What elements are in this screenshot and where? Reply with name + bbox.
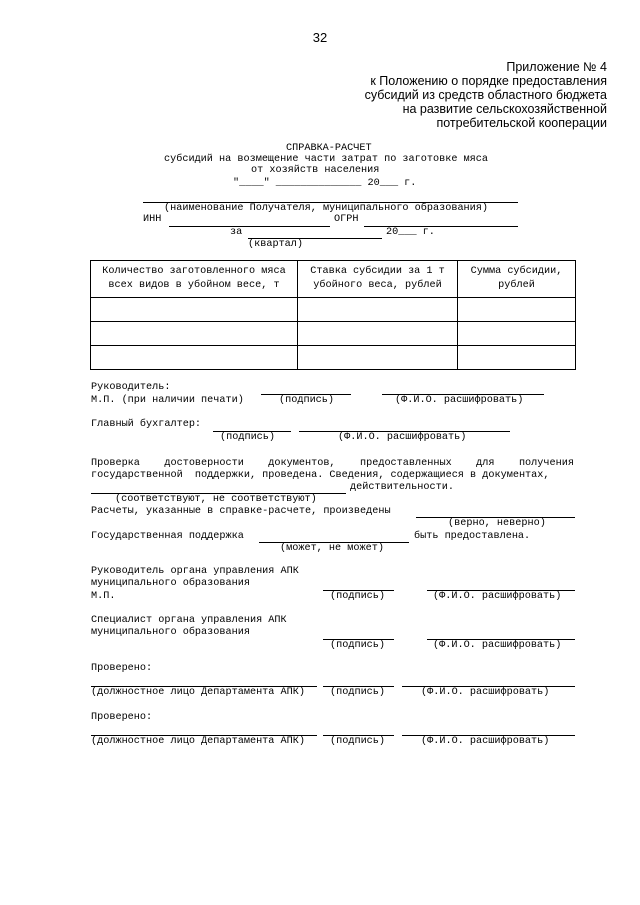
correct-caption: (верно, неверно) <box>448 518 546 529</box>
table-cell[interactable] <box>298 346 458 370</box>
document-subtitle-line-2: от хозяйств населения <box>251 165 380 176</box>
checked-fio-caption-2: (Ф.И.О. расшифровать) <box>421 736 550 747</box>
checked-label-2: Проверено: <box>91 712 153 723</box>
table-header-quantity-text: Количество заготовленного мяса всех видов в убойном весе, т <box>102 266 286 291</box>
head-fio-caption: (Ф.И.О. расшифровать) <box>395 395 524 406</box>
date-line: "____" ______________ 20___ г. <box>233 178 417 189</box>
appendix-line-5: потребительской кооперации <box>436 116 607 130</box>
table-cell[interactable] <box>458 346 576 370</box>
checked-label-1: Проверено: <box>91 663 153 674</box>
apk-head-line-1: Руководитель органа управления АПК <box>91 566 299 577</box>
table-cell[interactable] <box>458 298 576 322</box>
table-header-rate <box>298 261 458 298</box>
ogrn-label: ОГРН <box>334 214 359 225</box>
quarter-caption: (квартал) <box>248 239 304 250</box>
table-cell[interactable] <box>298 322 458 346</box>
apk-specialist-signature-caption: (подпись) <box>330 640 386 651</box>
accountant-label: Главный бухгалтер: <box>91 419 202 430</box>
table-header-amount <box>458 261 576 298</box>
inn-line <box>169 226 330 227</box>
table-header-rate-text: Ставка субсидии за 1 т убойного веса, рублей <box>310 266 445 291</box>
calc-label: Расчеты, указанные в справке-расчете, произведены <box>91 506 391 517</box>
table-cell[interactable] <box>458 322 576 346</box>
recipient-caption: (наименование Получателя, муниципального образования) <box>164 203 489 214</box>
stamp-label: М.П. (при наличии печати) <box>91 395 244 406</box>
table-row <box>91 322 576 346</box>
apk-specialist-fio-caption: (Ф.И.О. расшифровать) <box>433 640 562 651</box>
accountant-fio-caption: (Ф.И.О. расшифровать) <box>338 432 467 443</box>
conform-caption: (соответствуют, не соответствуют) <box>115 494 317 505</box>
apk-head-signature-caption: (подпись) <box>330 591 386 602</box>
may-caption: (может, не может) <box>280 543 384 554</box>
support-label: Государственная поддержка <box>91 531 244 542</box>
checked-signature-caption-1: (подпись) <box>330 687 386 698</box>
apk-head-line-2: муниципального образования <box>91 578 250 589</box>
checked-signature-caption-2: (подпись) <box>330 736 386 747</box>
table-header-quantity <box>91 261 298 298</box>
table-cell[interactable] <box>91 322 298 346</box>
apk-specialist-line-2: муниципального образования <box>91 627 250 638</box>
accountant-signature-caption: (подпись) <box>220 432 276 443</box>
checked-fio-caption-1: (Ф.И.О. расшифровать) <box>421 687 550 698</box>
table-cell[interactable] <box>298 298 458 322</box>
head-signature-caption: (подпись) <box>279 395 335 406</box>
document-subtitle-line-1: субсидий на возмещение части затрат по заготовке мяса <box>164 154 489 165</box>
document-title: СПРАВКА-РАСЧЕТ <box>286 143 372 154</box>
verification-line-2: государственной поддержки, проведена. Сведения, содержащиеся в документах, <box>91 470 550 481</box>
checked-official-caption-1: (должностное лицо Департамента АПК) <box>91 687 305 698</box>
apk-specialist-line-1: Специалист органа управления АПК <box>91 615 287 626</box>
head-label: Руководитель: <box>91 382 171 393</box>
table-row <box>91 346 576 370</box>
table-cell[interactable] <box>91 346 298 370</box>
support-suffix: быть предоставлена. <box>414 531 531 542</box>
subsidy-table <box>90 260 576 370</box>
checked-official-caption-2: (должностное лицо Департамента АПК) <box>91 736 305 747</box>
apk-stamp: М.П. <box>91 591 116 602</box>
appendix-line-1: Приложение № 4 <box>506 60 607 74</box>
verification-line-1: Проверка достоверности документов, предоставленных для получения <box>91 458 574 469</box>
verification-line-3: действительности. <box>350 482 454 493</box>
table-row <box>91 298 576 322</box>
table-header-amount-text: Сумма субсидии, рублей <box>470 266 563 291</box>
period-suffix: 20___ г. <box>386 227 435 238</box>
inn-label: ИНН <box>143 214 162 225</box>
page-number: 32 <box>312 30 328 45</box>
table-header-row <box>91 261 576 298</box>
apk-head-fio-caption: (Ф.И.О. расшифровать) <box>433 591 562 602</box>
period-prefix: за <box>230 227 243 238</box>
table-cell[interactable] <box>91 298 298 322</box>
appendix-line-3: субсидий из средств областного бюджета <box>364 88 607 102</box>
appendix-line-4: на развитие сельскохозяйственной <box>402 102 607 116</box>
appendix-line-2: к Положению о порядке предоставления <box>370 74 607 88</box>
